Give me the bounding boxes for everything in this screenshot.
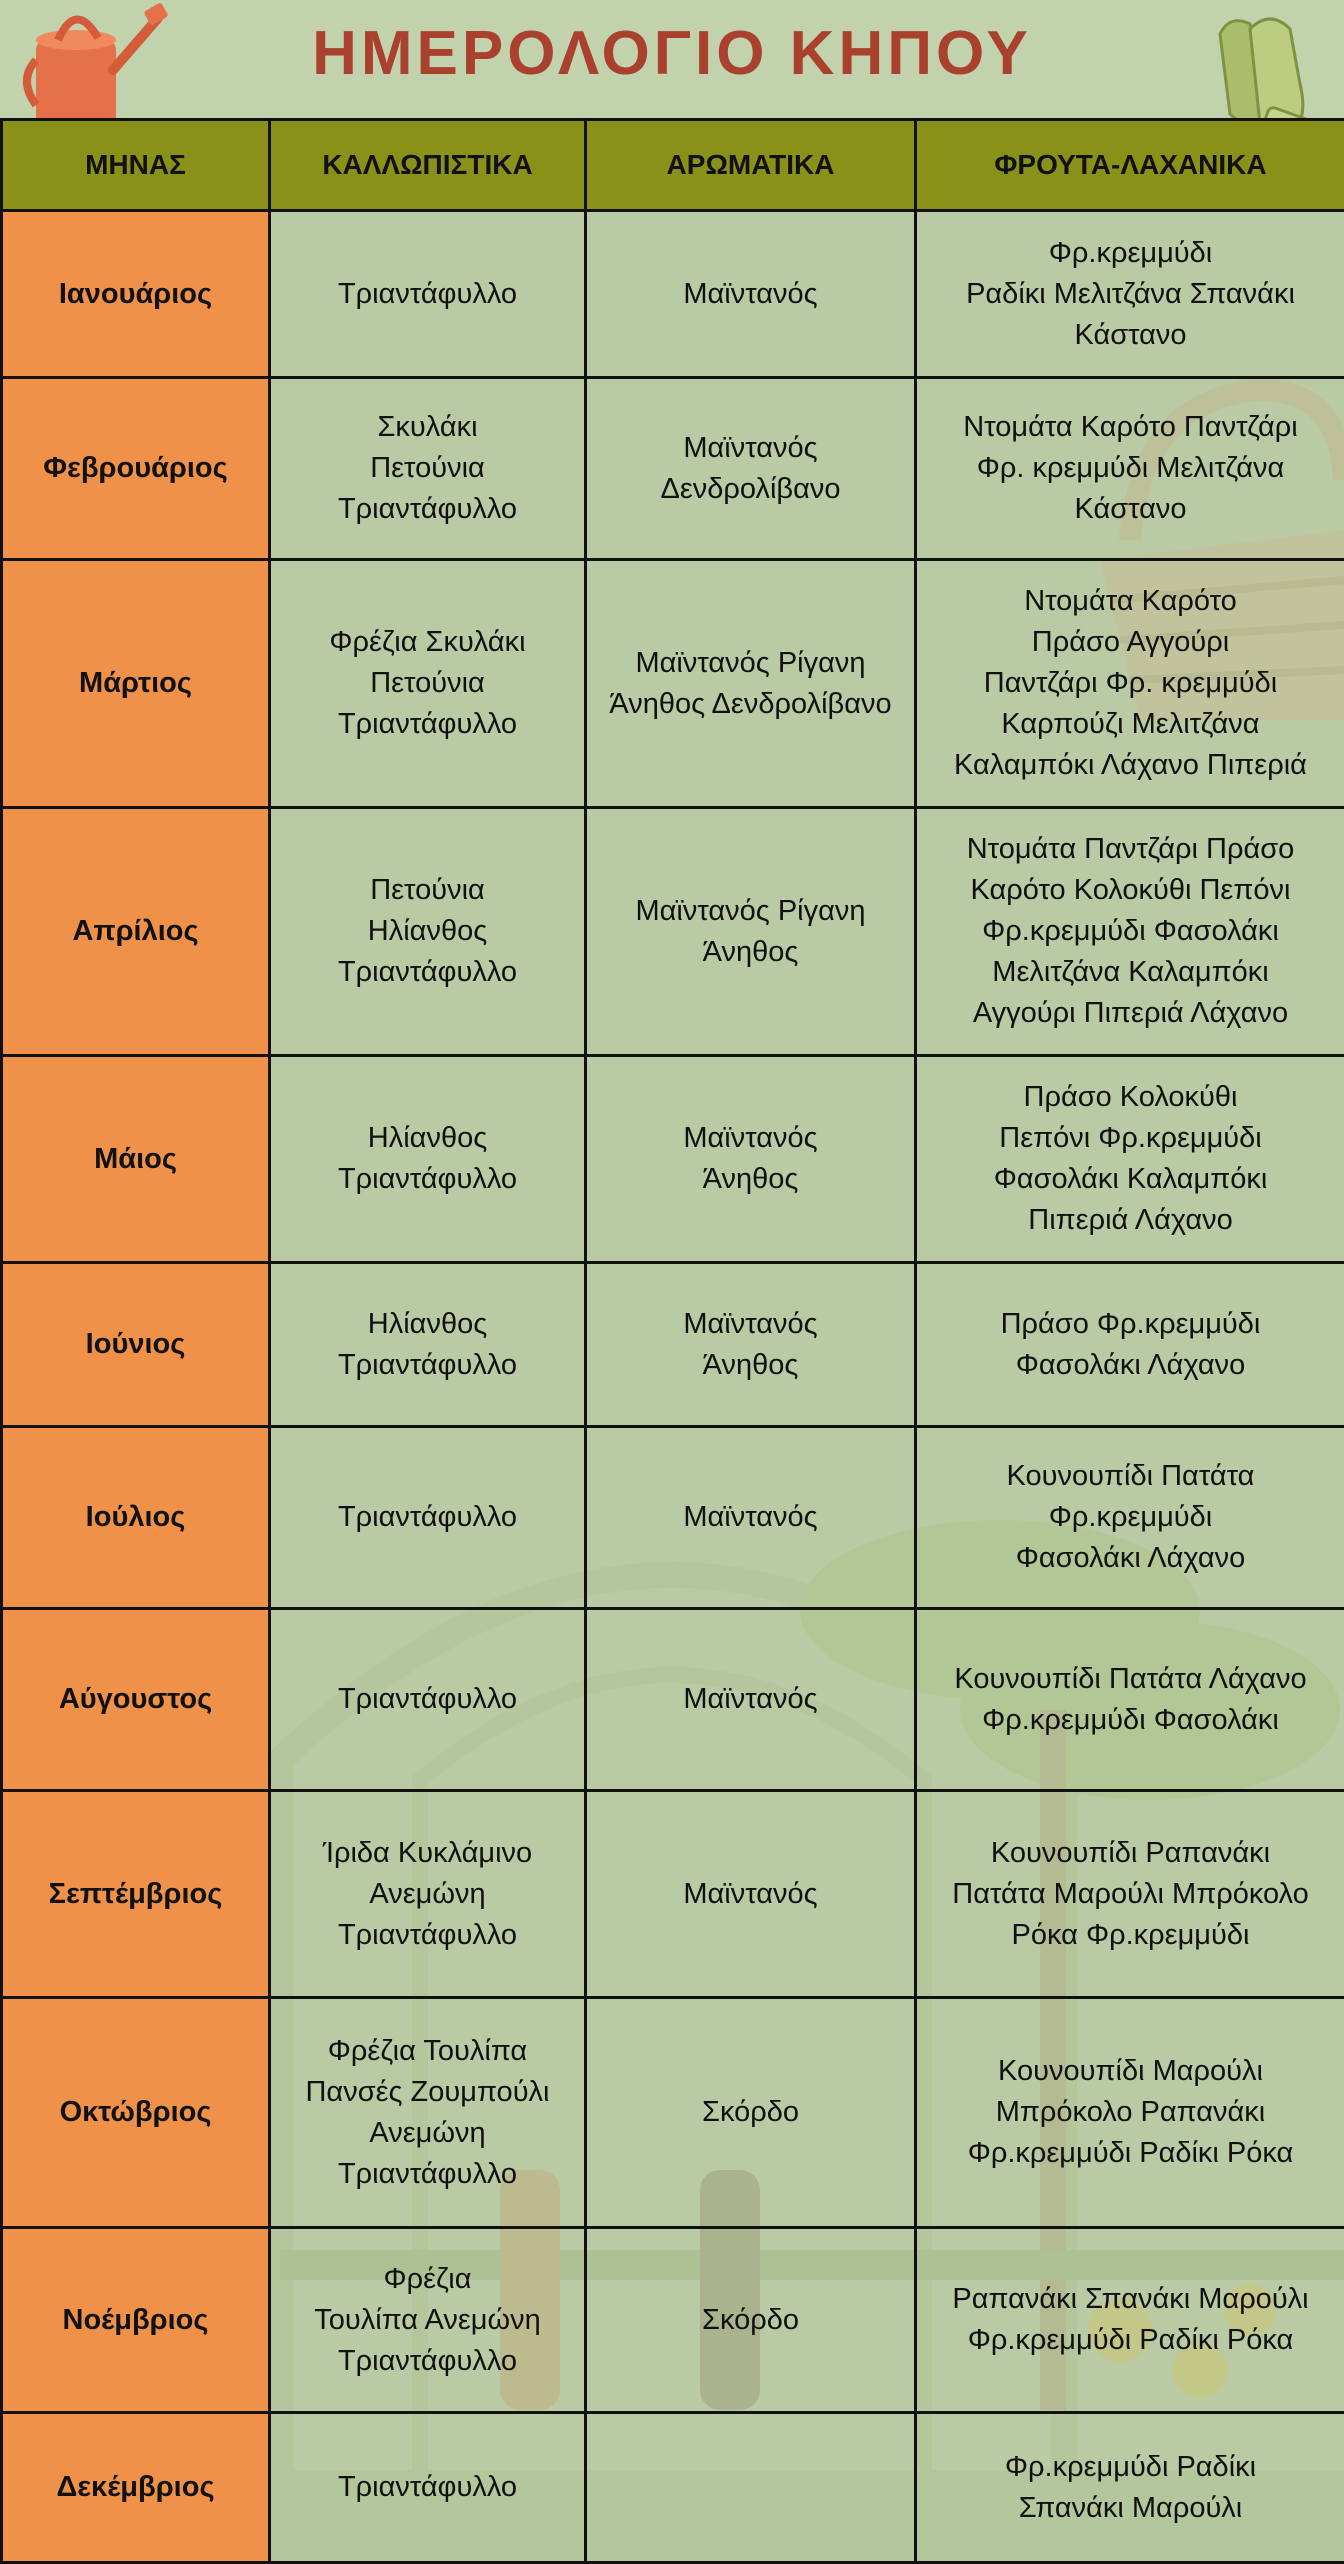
table-header-row: [2, 120, 1344, 211]
ornamental-cell: [270, 2413, 586, 2563]
aromatic-cell: [586, 211, 916, 378]
aromatic-item: Μαϊντανός: [593, 1304, 908, 1345]
produce-item: Κάστανο: [923, 315, 1338, 356]
table-row: [2, 1263, 1344, 1427]
table-row: [2, 1609, 1344, 1791]
produce-item: Ντομάτα Καρότο Παντζάρι: [923, 407, 1338, 448]
ornamental-item: Ηλίανθος: [277, 911, 578, 952]
ornamental-item: Τριαντάφυλλο: [277, 2154, 578, 2195]
produce-item: Ντομάτα Παντζάρι Πράσο: [923, 829, 1338, 870]
month-cell: Μάιος: [2, 1056, 270, 1263]
produce-item: Φρ.κρεμμύδι Ραδίκι: [923, 2447, 1338, 2488]
aromatic-cell: [586, 1998, 916, 2228]
month-cell: Ιούνιος: [2, 1263, 270, 1427]
ornamental-item: Ηλίανθος: [277, 1304, 578, 1345]
produce-item: Πεπόνι Φρ.κρεμμύδι: [923, 1118, 1338, 1159]
produce-item: Ραπανάκι Σπανάκι Μαρούλι: [923, 2279, 1338, 2320]
produce-item: Πράσο Φρ.κρεμμύδι: [923, 1304, 1338, 1345]
produce-item: Μπρόκολο Ραπανάκι: [923, 2092, 1338, 2133]
aromatic-item: Μαϊντανός: [593, 1874, 908, 1915]
ornamental-cell: [270, 2228, 586, 2413]
month-cell: Αύγουστος: [2, 1609, 270, 1791]
month-cell: Οκτώβριος: [2, 1998, 270, 2228]
produce-item: Κουνουπίδι Πατάτα: [923, 1456, 1338, 1497]
ornamental-cell: [270, 560, 586, 808]
produce-cell: [916, 1056, 1344, 1263]
aromatic-cell: [586, 1263, 916, 1427]
aromatic-cell: [586, 1427, 916, 1609]
ornamental-cell: [270, 1609, 586, 1791]
ornamental-cell: [270, 1427, 586, 1609]
month-cell: Φεβρουάριος: [2, 378, 270, 560]
table-row: [2, 2413, 1344, 2563]
ornamental-item: Τριαντάφυλλο: [277, 274, 578, 315]
aromatic-item: Μαϊντανός: [593, 274, 908, 315]
ornamental-item: Τριαντάφυλλο: [277, 1915, 578, 1956]
ornamental-cell: [270, 1998, 586, 2228]
produce-item: Κάστανο: [923, 489, 1338, 530]
month-cell: Ιανουάριος: [2, 211, 270, 378]
produce-item: Φασολάκι Καλαμπόκι: [923, 1159, 1338, 1200]
garden-calendar-table: [0, 118, 1344, 2564]
ornamental-item: Τριαντάφυλλο: [277, 1345, 578, 1386]
produce-item: Φρ.κρεμμύδι: [923, 233, 1338, 274]
produce-item: Πατάτα Μαρούλι Μπρόκολο: [923, 1874, 1338, 1915]
produce-item: Φρ.κρεμμύδι Ραδίκι Ρόκα: [923, 2320, 1338, 2361]
aromatic-item: Άνηθος Δενδρολίβανο: [593, 684, 908, 725]
produce-item: Κουνουπίδι Πατάτα Λάχανο: [923, 1659, 1338, 1700]
produce-item: Ρόκα Φρ.κρεμμύδι: [923, 1915, 1338, 1956]
ornamental-item: Τουλίπα Ανεμώνη: [277, 2300, 578, 2341]
month-cell: Νοέμβριος: [2, 2228, 270, 2413]
column-header-month: ΜΗΝΑΣ: [2, 120, 270, 211]
produce-item: Καρότο Κολοκύθι Πεπόνι: [923, 870, 1338, 911]
aromatic-item: Άνηθος: [593, 1345, 908, 1386]
ornamental-item: Τριαντάφυλλο: [277, 2341, 578, 2382]
produce-item: Πιπεριά Λάχανο: [923, 1200, 1338, 1241]
aromatic-cell: [586, 560, 916, 808]
page-title: ΗΜΕΡΟΛΟΓΙΟ ΚΗΠΟΥ: [0, 18, 1344, 89]
produce-item: Καρπούζι Μελιτζάνα: [923, 704, 1338, 745]
produce-cell: [916, 378, 1344, 560]
month-cell: Δεκέμβριος: [2, 2413, 270, 2563]
aromatic-cell: [586, 1609, 916, 1791]
produce-item: Μελιτζάνα Καλαμπόκι: [923, 952, 1338, 993]
produce-item: Παντζάρι Φρ. κρεμμύδι: [923, 663, 1338, 704]
produce-cell: [916, 1998, 1344, 2228]
produce-item: Καλαμπόκι Λάχανο Πιπεριά: [923, 745, 1338, 786]
ornamental-item: Ανεμώνη: [277, 1874, 578, 1915]
ornamental-item: Σκυλάκι: [277, 407, 578, 448]
ornamental-item: Ανεμώνη: [277, 2113, 578, 2154]
aromatic-item: Σκόρδο: [593, 2300, 908, 2341]
produce-item: Αγγούρι Πιπεριά Λάχανο: [923, 993, 1338, 1034]
produce-item: Κουνουπίδι Μαρούλι: [923, 2051, 1338, 2092]
ornamental-item: Φρέζια: [277, 2259, 578, 2300]
column-header-aromatic: ΑΡΩΜΑΤΙΚΑ: [586, 120, 916, 211]
produce-cell: [916, 2228, 1344, 2413]
aromatic-item: Άνηθος: [593, 1159, 908, 1200]
produce-cell: [916, 211, 1344, 378]
produce-cell: [916, 1263, 1344, 1427]
ornamental-item: Ηλίανθος: [277, 1118, 578, 1159]
ornamental-item: Πετούνια: [277, 663, 578, 704]
produce-cell: [916, 1791, 1344, 1998]
ornamental-item: Τριαντάφυλλο: [277, 1497, 578, 1538]
aromatic-item: Άνηθος: [593, 932, 908, 973]
aromatic-item: Μαϊντανός: [593, 1679, 908, 1720]
ornamental-item: Τριαντάφυλλο: [277, 489, 578, 530]
produce-item: Σπανάκι Μαρούλι: [923, 2488, 1338, 2529]
month-cell: Σεπτέμβριος: [2, 1791, 270, 1998]
month-cell: Μάρτιος: [2, 560, 270, 808]
ornamental-item: Τριαντάφυλλο: [277, 704, 578, 745]
column-header-produce: ΦΡΟΥΤΑ-ΛΑΧΑΝΙΚΑ: [916, 120, 1344, 211]
produce-item: Φασολάκι Λάχανο: [923, 1345, 1338, 1386]
produce-item: Ραδίκι Μελιτζάνα Σπανάκι: [923, 274, 1338, 315]
ornamental-item: Φρέζια Τουλίπα: [277, 2031, 578, 2072]
ornamental-item: Πετούνια: [277, 870, 578, 911]
aromatic-cell: [586, 1056, 916, 1263]
produce-item: Ντομάτα Καρότο: [923, 581, 1338, 622]
produce-cell: [916, 2413, 1344, 2563]
table-row: [2, 211, 1344, 378]
aromatic-item: Μαϊντανός: [593, 1497, 908, 1538]
ornamental-item: Φρέζια Σκυλάκι: [277, 622, 578, 663]
column-header-ornamental: ΚΑΛΛΩΠΙΣΤΙΚΑ: [270, 120, 586, 211]
ornamental-cell: [270, 378, 586, 560]
aromatic-item: Μαϊντανός Ρίγανη: [593, 643, 908, 684]
ornamental-cell: [270, 1791, 586, 1998]
aromatic-cell: [586, 2413, 916, 2563]
table-row: [2, 560, 1344, 808]
produce-item: Φασολάκι Λάχανο: [923, 1538, 1338, 1579]
aromatic-cell: [586, 2228, 916, 2413]
produce-item: Φρ. κρεμμύδι Μελιτζάνα: [923, 448, 1338, 489]
aromatic-item: Μαϊντανός Ρίγανη: [593, 891, 908, 932]
produce-item: Κουνουπίδι Ραπανάκι: [923, 1833, 1338, 1874]
ornamental-cell: [270, 211, 586, 378]
ornamental-item: Τριαντάφυλλο: [277, 952, 578, 993]
produce-item: Φρ.κρεμμύδι Φασολάκι: [923, 1700, 1338, 1741]
ornamental-item: Πανσές Ζουμπούλι: [277, 2072, 578, 2113]
month-cell: Απρίλιος: [2, 808, 270, 1056]
aromatic-cell: [586, 378, 916, 560]
ornamental-item: Τριαντάφυλλο: [277, 1159, 578, 1200]
ornamental-cell: [270, 1056, 586, 1263]
table-row: [2, 378, 1344, 560]
ornamental-item: Πετούνια: [277, 448, 578, 489]
aromatic-cell: [586, 808, 916, 1056]
produce-item: Φρ.κρεμμύδι Φασολάκι: [923, 911, 1338, 952]
table-row: [2, 1998, 1344, 2228]
month-cell: Ιούλιος: [2, 1427, 270, 1609]
aromatic-item: Μαϊντανός: [593, 1118, 908, 1159]
aromatic-cell: [586, 1791, 916, 1998]
table-row: [2, 1056, 1344, 1263]
produce-cell: [916, 560, 1344, 808]
produce-item: Φρ.κρεμμύδι Ραδίκι Ρόκα: [923, 2133, 1338, 2174]
ornamental-cell: [270, 1263, 586, 1427]
aromatic-item: Μαϊντανός: [593, 428, 908, 469]
table-row: [2, 2228, 1344, 2413]
aromatic-item: Δενδρολίβανο: [593, 469, 908, 510]
produce-item: Πράσο Κολοκύθι: [923, 1077, 1338, 1118]
ornamental-item: Τριαντάφυλλο: [277, 1679, 578, 1720]
table-row: [2, 1791, 1344, 1998]
ornamental-item: Τριαντάφυλλο: [277, 2467, 578, 2508]
ornamental-cell: [270, 808, 586, 1056]
produce-cell: [916, 808, 1344, 1056]
produce-cell: [916, 1427, 1344, 1609]
table-row: [2, 808, 1344, 1056]
aromatic-item: Σκόρδο: [593, 2092, 908, 2133]
table-row: [2, 1427, 1344, 1609]
produce-item: Πράσο Αγγούρι: [923, 622, 1338, 663]
ornamental-item: Ίριδα Κυκλάμινο: [277, 1833, 578, 1874]
produce-item: Φρ.κρεμμύδι: [923, 1497, 1338, 1538]
produce-cell: [916, 1609, 1344, 1791]
